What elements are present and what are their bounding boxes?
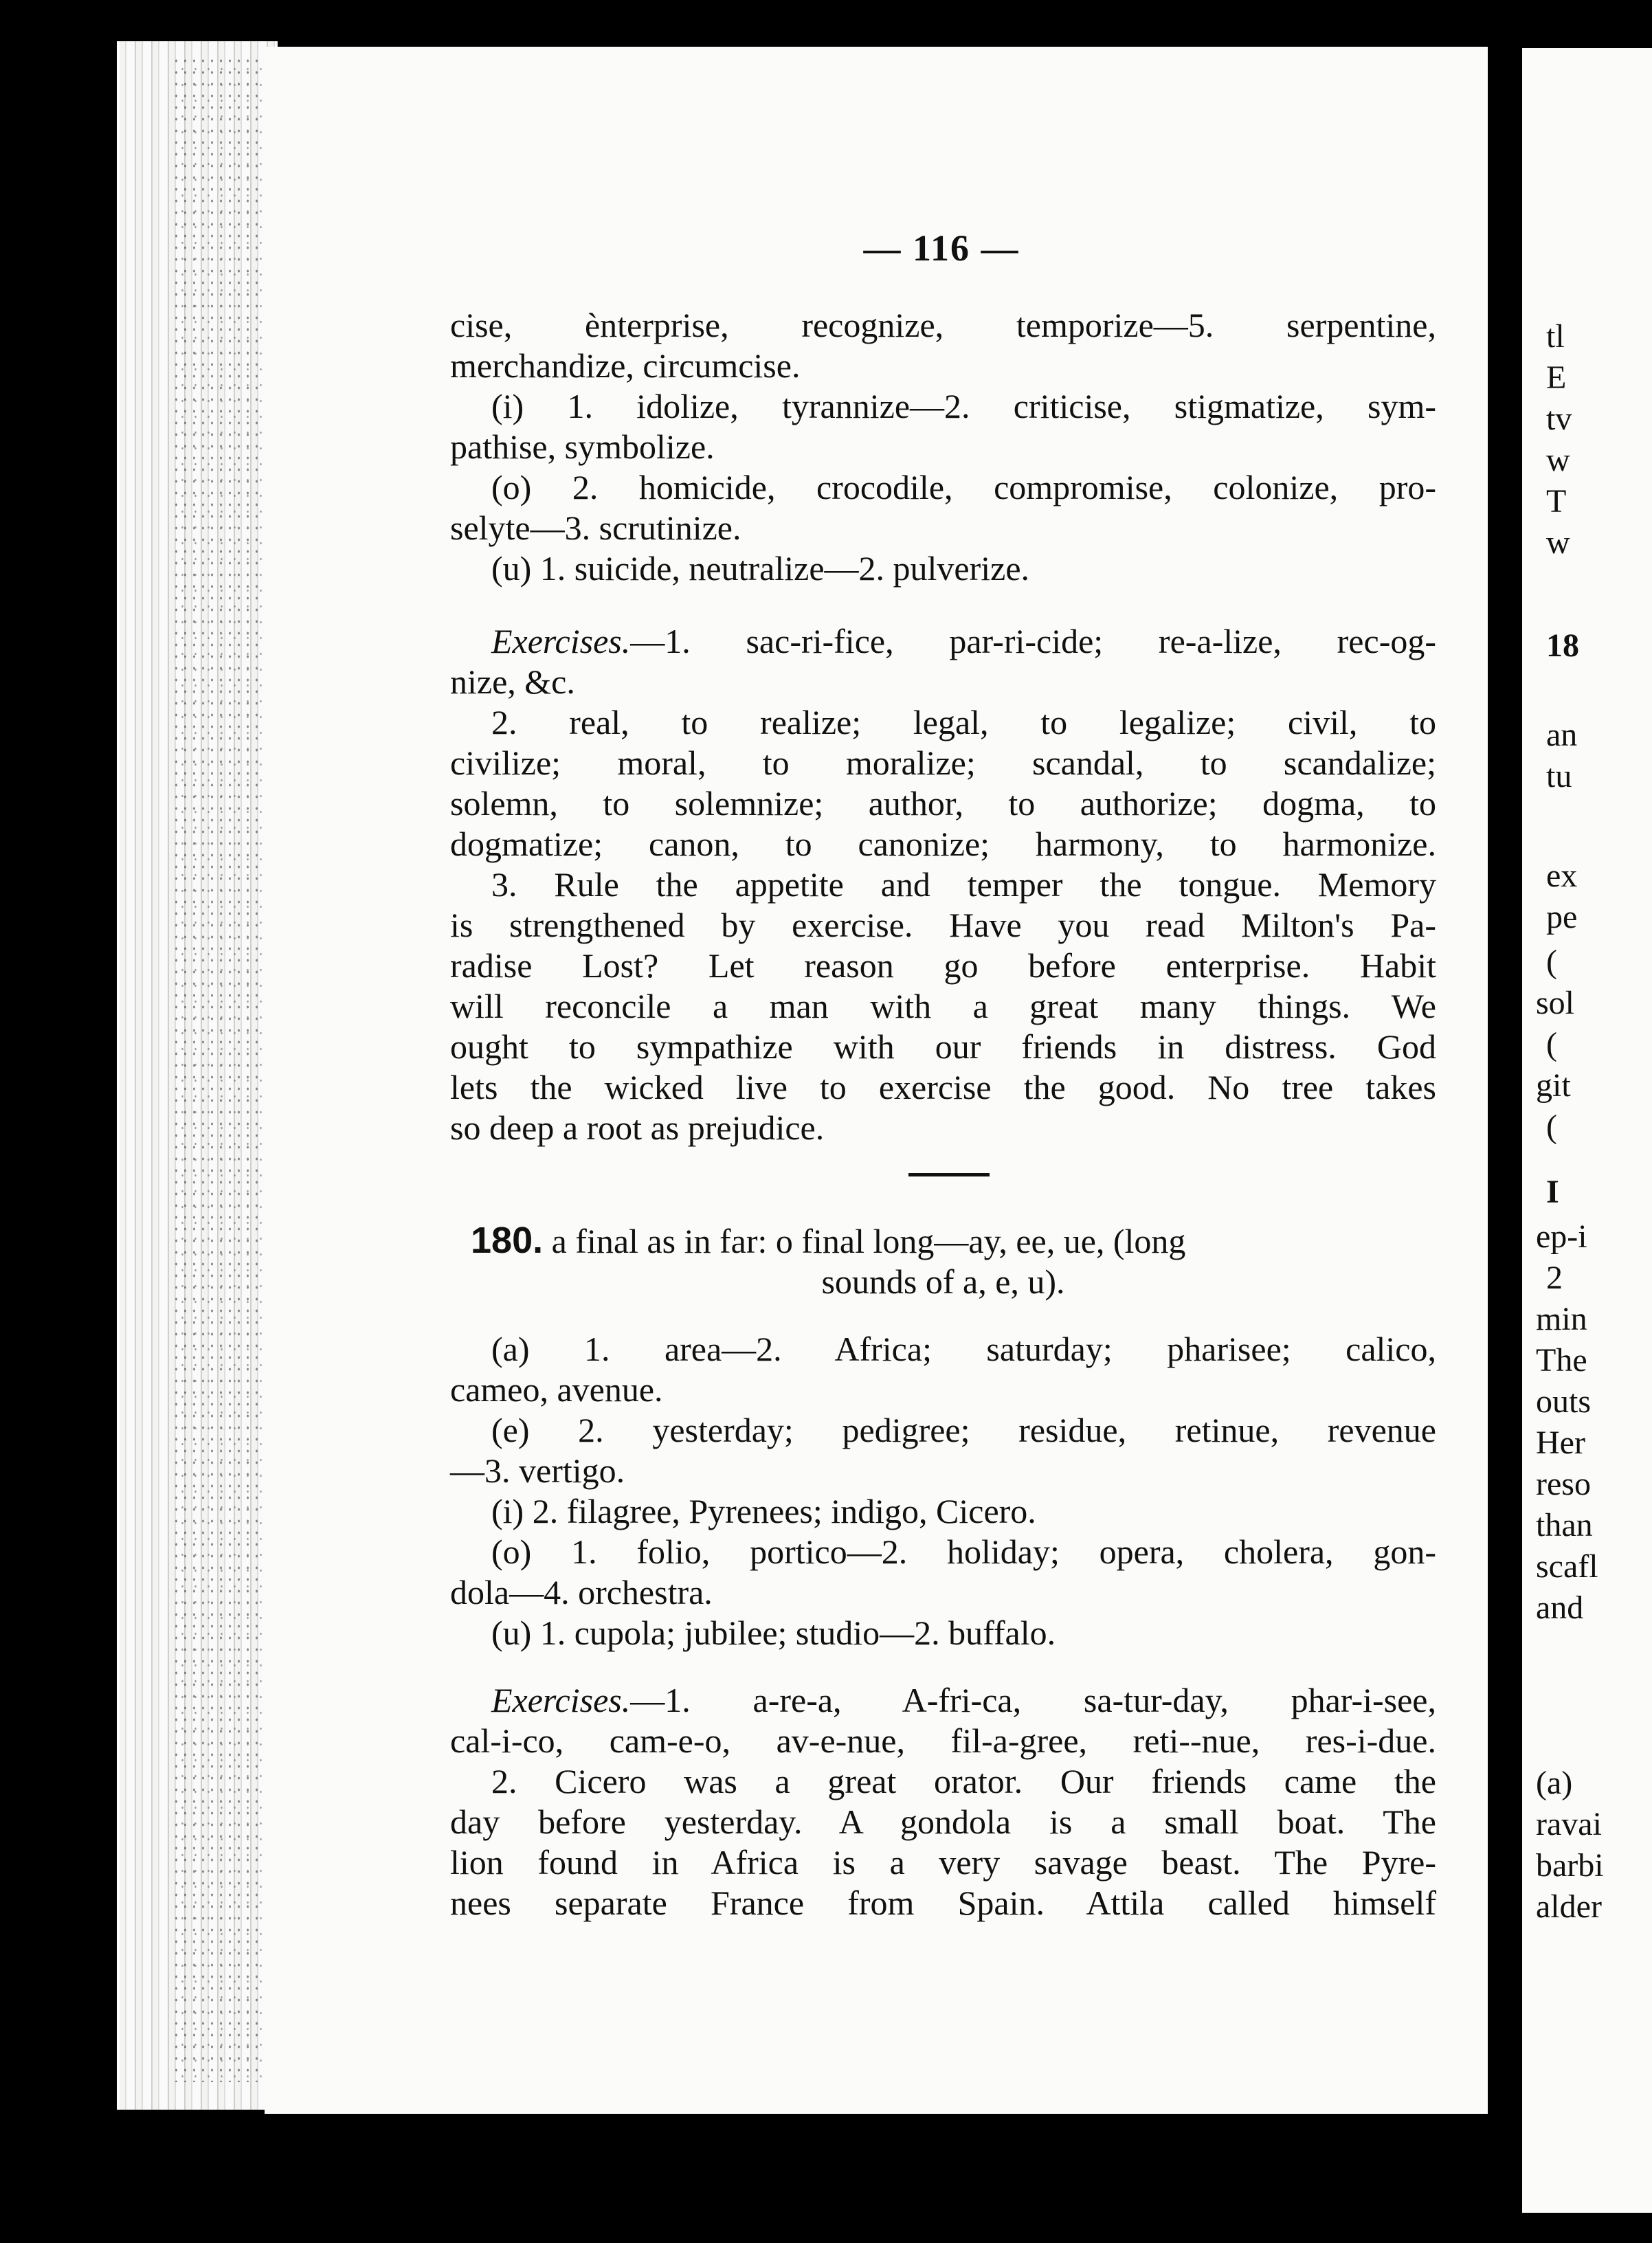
text-line: nize, &c.	[450, 662, 575, 701]
right-page-fragment: than	[1536, 1507, 1593, 1543]
text-line: so deep a root as prejudice.	[450, 1108, 825, 1147]
text-line: merchandize, circumcise.	[450, 346, 801, 385]
right-page-fragment: ep-i	[1536, 1218, 1587, 1255]
text-line: cal-i-co, cam-e-o, av-e-nue, fil-a-gree, reti--nue, res-i-due.	[450, 1721, 1436, 1760]
text-line: civilize; moral, to moralize; scandal, to scandalize;	[450, 744, 1436, 782]
right-page-fragment: w	[1546, 442, 1570, 478]
text-line: will reconcile a man with a great many things. We	[450, 987, 1436, 1025]
text-line: (u) 1. suicide, neutralize—2. pulverize.	[491, 549, 1030, 588]
section-180-heading	[450, 1220, 1436, 1302]
right-page-fragment: tv	[1546, 401, 1572, 437]
page-number: — 116 —	[863, 227, 1020, 269]
exercises-block-1	[450, 621, 1436, 1148]
right-page-fragment: sol	[1536, 985, 1575, 1021]
text-line: solemn, to solemnize; author, to authorize; dogma, to	[450, 784, 1436, 823]
text-line: 3. Rule the appetite and temper the tongue. Memory	[491, 865, 1436, 904]
text-line: nees separate France from Spain. Attila called himself	[450, 1884, 1436, 1922]
text-line: day before yesterday. A gondola is a small boat. The	[450, 1803, 1436, 1841]
right-page-fragment: reso	[1536, 1466, 1591, 1502]
text-line: cameo, avenue.	[450, 1370, 663, 1409]
text-line: pathise, symbolize.	[450, 427, 715, 466]
text-line: —3. vertigo.	[450, 1451, 625, 1490]
text-line: selyte—3. scrutinize.	[450, 509, 741, 547]
right-page-fragment: alder	[1536, 1888, 1602, 1925]
section-number: 180.	[471, 1220, 544, 1261]
section-180-list	[450, 1329, 1436, 1653]
text-line: (o) 1. folio, portico—2. holiday; opera, cholera, gon-	[491, 1532, 1436, 1571]
right-page-fragment: T	[1546, 483, 1567, 520]
text-line	[450, 1680, 1436, 1721]
text-line: (o) 2. homicide, crocodile, compromise, colonize, pro-	[491, 468, 1436, 506]
text-line: cise, ènterprise, recognize, temporize—5. serpentine,	[450, 306, 1436, 344]
right-page-fragment: and	[1536, 1589, 1584, 1626]
text-line: (i) 1. idolize, tyrannize—2. criticise, stigmatize, sym-	[491, 387, 1436, 425]
right-page-fragment: (a)	[1536, 1765, 1573, 1801]
right-page-fragment: an	[1546, 717, 1578, 753]
text-line: (i) 2. filagree, Pyrenees; indigo, Cicero.	[491, 1492, 1036, 1530]
text-line: ought to sympathize with our friends in distress. God	[450, 1027, 1436, 1066]
right-page-fragment: Her	[1536, 1425, 1585, 1461]
right-page-fragment: (	[1546, 1026, 1557, 1062]
text-line	[450, 621, 1436, 662]
right-page-fragment: I	[1546, 1174, 1559, 1210]
right-page-fragment: outs	[1536, 1383, 1592, 1420]
right-page-fragment: pe	[1546, 899, 1578, 935]
exercises-label: Exercises.	[491, 622, 631, 660]
right-page-fragment: min	[1536, 1301, 1587, 1337]
right-page-fragment: 2	[1546, 1260, 1563, 1296]
text-line: (a) 1. area—2. Africa; saturday; pharisee; calico,	[491, 1330, 1436, 1368]
right-page-fragment: ravai	[1536, 1806, 1602, 1842]
heading-line: sounds of a, e, u).	[821, 1262, 1065, 1301]
right-page-fragment: (	[1546, 1108, 1557, 1145]
right-page-fragment: 18	[1546, 627, 1579, 664]
exercises-text: —1. sac-ri-fice, par-ri-cide; re-a-lize, rec-og-	[630, 622, 1436, 660]
right-page-fragment: barbi	[1536, 1847, 1604, 1884]
right-page-fragment: ex	[1546, 858, 1578, 894]
text-line: lion found in Africa is a very savage beast. The Pyre-	[450, 1843, 1436, 1882]
text-line: is strengthened by exercise. Have you read Milton's Pa-	[450, 906, 1436, 944]
right-page-fragment: tu	[1546, 758, 1572, 794]
page-edge-speckle	[172, 55, 268, 2082]
exercises-label: Exercises.	[491, 1681, 631, 1719]
text-line: radise Lost? Let reason go before enterprise. Habit	[450, 946, 1436, 985]
right-page-fragment: git	[1536, 1067, 1571, 1104]
right-page-fragment: The	[1536, 1342, 1587, 1379]
text-line: dola—4. orchestra.	[450, 1573, 713, 1611]
right-page-fragment: (	[1546, 944, 1557, 980]
right-page-fragment: w	[1546, 524, 1570, 561]
right-page-fragment: scafl	[1536, 1548, 1598, 1585]
exercises-block-2	[450, 1680, 1436, 1923]
text-line: (u) 1. cupola; jubilee; studio—2. buffalo.	[491, 1614, 1056, 1652]
text-line: lets the wicked live to exercise the good. No tree takes	[450, 1068, 1436, 1106]
exercises-text: —1. a-re-a, A-fri-ca, sa-tur-day, phar-i-see,	[630, 1681, 1436, 1719]
text-line: 2. real, to realize; legal, to legalize; civil, to	[491, 703, 1436, 741]
gutter-shadow	[1495, 137, 1510, 2185]
text-line: (e) 2. yesterday; pedigree; residue, retinue, revenue	[491, 1411, 1436, 1449]
text-line: 2. Cicero was a great orator. Our friends came the	[491, 1762, 1436, 1800]
right-page-fragment: tl	[1546, 318, 1565, 355]
heading-line	[450, 1220, 1436, 1262]
text-block-1	[450, 305, 1436, 589]
section-divider	[908, 1173, 990, 1176]
heading-text: a final as in far: o final long—ay, ee, ue, (long	[551, 1222, 1186, 1260]
right-page-fragment: E	[1546, 359, 1567, 396]
text-line: dogmatize; canon, to canonize; harmony, to harmonize.	[450, 825, 1436, 863]
